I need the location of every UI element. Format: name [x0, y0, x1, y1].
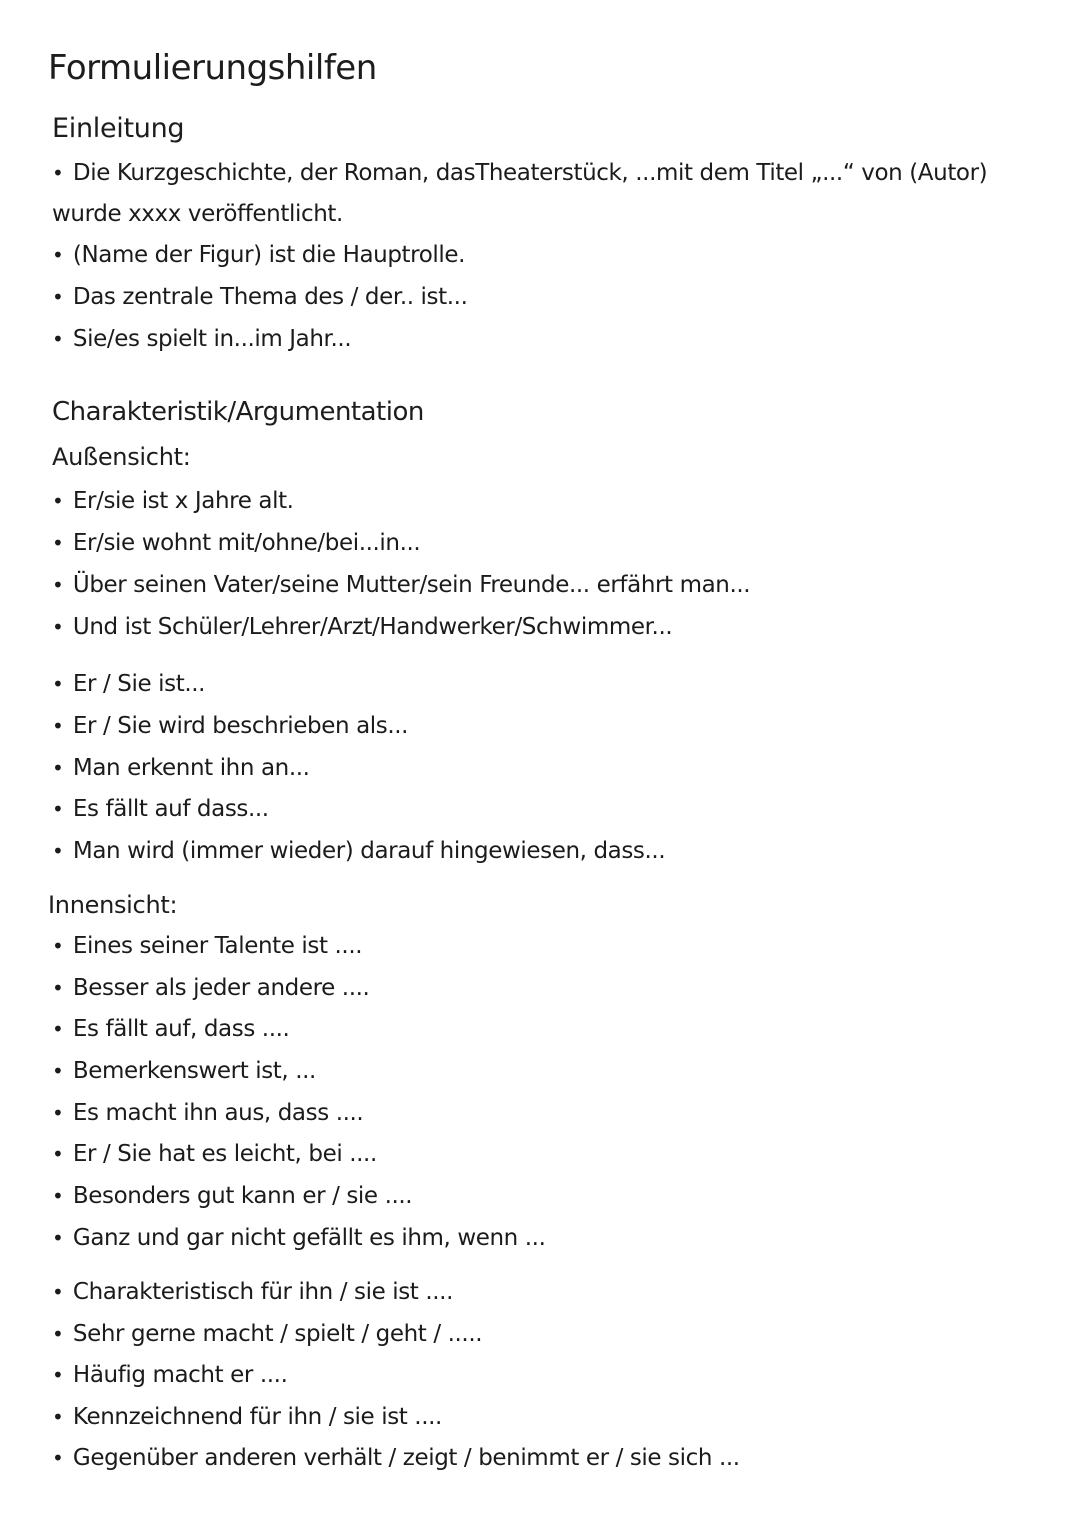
list-item-text: Ganz und gar nicht gefällt es ihm, wenn ... — [72, 1225, 546, 1251]
list-item — [52, 1179, 412, 1213]
list-item — [52, 1012, 289, 1046]
bullet-icon: • — [52, 976, 64, 1000]
list-item — [52, 1400, 442, 1434]
list-item — [52, 971, 369, 1005]
list-item-text: Er / Sie ist... — [72, 671, 206, 697]
bullet-icon: • — [52, 672, 64, 696]
list-item-text: Man erkennt ihn an... — [72, 755, 310, 781]
list-item-text: Es fällt auf, dass .... — [72, 1016, 290, 1042]
bullet-icon: • — [52, 573, 64, 597]
bullet-icon: • — [52, 1226, 64, 1250]
list-item — [52, 1317, 482, 1351]
list-item — [52, 751, 310, 785]
list-item — [52, 1441, 740, 1475]
list-item-text: Sie/es spielt in...im Jahr... — [72, 326, 352, 352]
list-item-text: Sehr gerne macht / spielt / geht / ..... — [72, 1321, 483, 1347]
bullet-icon: • — [52, 1322, 64, 1346]
bullet-icon: • — [52, 531, 64, 555]
section-heading-einleitung: Einleitung — [52, 113, 185, 144]
list-item-text: Und ist Schüler/Lehrer/Arzt/Handwerker/Schwimmer... — [72, 614, 673, 640]
list-item-text: Gegenüber anderen verhält / zeigt / benimmt er / sie sich ... — [72, 1445, 740, 1471]
list-item — [52, 526, 420, 560]
list-item-text: Das zentrale Thema des / der.. ist... — [72, 284, 468, 310]
list-item — [52, 280, 467, 314]
bullet-icon: • — [52, 1017, 64, 1041]
list-item — [52, 484, 294, 518]
page-title-text: Formulierungshilfen — [48, 48, 377, 88]
list-item-text: Häufig macht er .... — [72, 1362, 288, 1388]
bullet-icon: • — [52, 1184, 64, 1208]
list-item-text: Er/sie wohnt mit/ohne/bei...in... — [72, 530, 421, 556]
bullet-icon: • — [52, 839, 64, 863]
list-item-text: Er/sie ist x Jahre alt. — [72, 488, 294, 514]
list-item-text: Besonders gut kann er / sie .... — [72, 1183, 413, 1209]
bullet-icon: • — [52, 714, 64, 738]
list-item-continuation: wurde xxxx veröffentlicht. — [52, 201, 343, 227]
list-item-text: Besser als jeder andere .... — [72, 975, 370, 1001]
bullet-icon: • — [52, 797, 64, 821]
list-item — [52, 929, 362, 963]
bullet-icon: • — [52, 489, 64, 513]
bullet-icon: • — [52, 1363, 64, 1387]
bullet-icon: • — [52, 1059, 64, 1083]
bullet-icon: • — [52, 1405, 64, 1429]
list-item-text: Eines seiner Talente ist .... — [72, 933, 363, 959]
list-item-text: (Name der Figur) ist die Hauptrolle. — [72, 242, 466, 268]
list-item-text: Er / Sie wird beschrieben als... — [72, 713, 409, 739]
bullet-icon: • — [52, 756, 64, 780]
subheading-innensicht: Innensicht: — [48, 891, 178, 919]
list-item — [52, 792, 269, 826]
section-heading-charakteristik: Charakteristik/Argumentation — [52, 397, 424, 427]
list-item — [52, 610, 672, 644]
bullet-icon: • — [52, 1446, 64, 1470]
list-item — [52, 322, 351, 356]
list-item — [52, 1275, 453, 1309]
list-item — [52, 238, 465, 272]
page-title — [48, 44, 377, 92]
bullet-icon: • — [52, 615, 64, 639]
bullet-icon: • — [52, 934, 64, 958]
list-item — [52, 1096, 363, 1130]
list-item-text: Er / Sie hat es leicht, bei .... — [72, 1141, 377, 1167]
bullet-icon: • — [52, 243, 64, 267]
list-item — [52, 1358, 288, 1392]
bullet-icon: • — [52, 1101, 64, 1125]
list-item-text: Kennzeichnend für ihn / sie ist .... — [72, 1404, 442, 1430]
list-item-text: Die Kurzgeschichte, der Roman, dasTheaterstück, ...mit dem Titel „...“ von (Autor) — [72, 160, 988, 186]
list-item — [52, 709, 408, 743]
bullet-icon: • — [52, 161, 64, 185]
bullet-icon: • — [52, 285, 64, 309]
list-item-text: Es macht ihn aus, dass .... — [72, 1100, 364, 1126]
list-item-text: Bemerkenswert ist, ... — [72, 1058, 316, 1084]
list-item — [52, 667, 205, 701]
list-item — [52, 1054, 316, 1088]
list-item-text: Über seinen Vater/seine Mutter/sein Freunde... erfährt man... — [72, 572, 751, 598]
list-item — [52, 1137, 377, 1171]
list-item-text: Charakteristisch für ihn / sie ist .... — [72, 1279, 453, 1305]
list-item-text: Es fällt auf dass... — [72, 796, 269, 822]
subheading-aussensicht: Außensicht: — [52, 443, 191, 471]
bullet-icon: • — [52, 1142, 64, 1166]
list-item-text: Man wird (immer wieder) darauf hingewiesen, dass... — [72, 838, 666, 864]
bullet-icon: • — [52, 327, 64, 351]
bullet-icon: • — [52, 1280, 64, 1304]
list-item — [52, 156, 987, 190]
list-item — [52, 568, 750, 602]
list-item — [52, 834, 665, 868]
list-item — [52, 1221, 546, 1255]
